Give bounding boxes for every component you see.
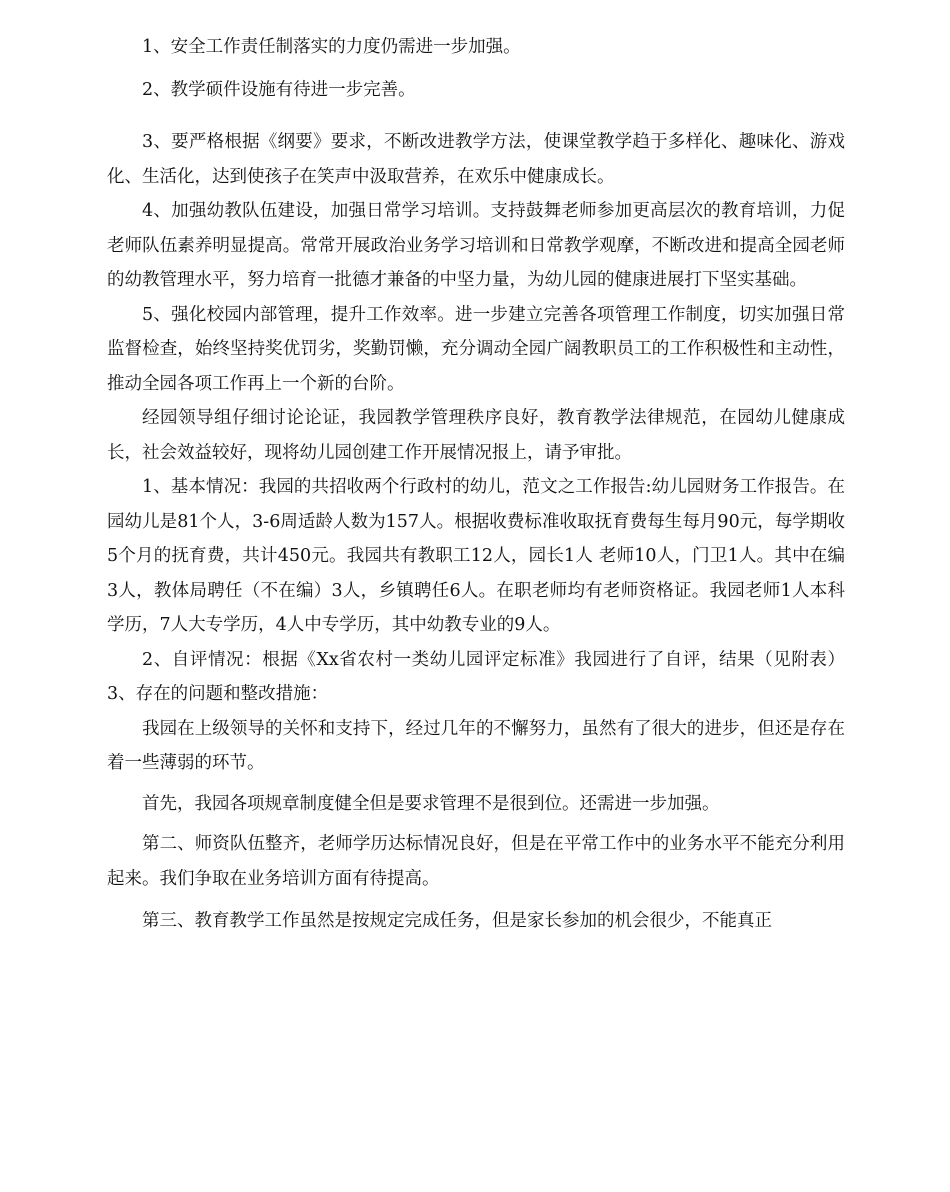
paragraph-first-issue: 首先，我园各项规章制度健全但是要求管理不是很到位。还需进一步加强。 xyxy=(142,793,720,814)
paragraph-staff-development: 4、加强幼教队伍建设，加强日常学习培训。支持鼓舞老师参加更高层次的教育培训，力促老师队伍素养明显提高。常常开展政治业务学习培训和日常教学观摩，不断改进和提高全园老师的幼教管理水平，努力培育一批德才兼备的中坚力量，为幼儿园的健康进展打下坚实基础。 xyxy=(107,201,845,290)
document-page xyxy=(107,30,845,939)
paragraph-internal-management: 5、强化校园内部管理，提升工作效率。进一步建立完善各项管理工作制度，切实加强日常监督检查，始终坚持奖优罚劣，奖勤罚懒，充分调动全园广阔教职员工的工作积极性和主动性，推动全园各项工作再上一个新的台阶。 xyxy=(107,304,845,394)
paragraph-progress: 我园在上级领导的关怀和支持下，经过几年的不懈努力，虽然有了很大的进步，但还是存在着一些薄弱的环节。 xyxy=(107,718,845,773)
paragraph-third-issue: 第三、教育教学工作虽然是按规定完成任务，但是家长参加的机会很少，不能真正 xyxy=(142,911,772,931)
paragraph-second-issue: 第二、师资队伍整齐，老师学历达标情况良好，但是在平常工作中的业务水平不能充分利用起来。我们争取在业务培训方面有待提高。 xyxy=(107,834,845,889)
paragraph-review-summary: 经园领导组仔细讨论论证，我园教学管理秩序良好，教育教学法律规范，在园幼儿健康成长，社会效益较好，现将幼儿园创建工作开展情况报上，请予审批。 xyxy=(107,408,845,463)
paragraph-facilities: 2、教学硕件设施有待进一步完善。 xyxy=(142,79,416,100)
paragraph-safety: 1、安全工作责任制落实的力度仍需进一步加强。 xyxy=(142,37,521,57)
paragraph-self-evaluation: 2、自评情况：根据《Xx省农村一类幼儿园评定标准》我园进行了自评，结果（见附表）3、存在的问题和整改措施： xyxy=(107,649,845,704)
paragraph-teaching-methods: 3、要严格根据《纲要》要求，不断改进教学方法，使课堂教学趋于多样化、趣味化、游戏化、生活化，达到使孩子在笑声中汲取营养，在欢乐中健康成长。 xyxy=(107,132,845,187)
paragraph-basic-info: 1、基本情况：我园的共招收两个行政村的幼儿，范文之工作报告:幼儿园财务工作报告。在园幼儿是81个人，3-6周适龄人数为157人。根据收费标准收取抚育费每生每月90元，每学期收5个月的抚育费，共计450元。我园共有教职工12人，园长1人 老师10人，门卫1人。其中在编3人，教体局聘任（不在编）3人，乡镇聘任6人。在职老师均有老师资格证。我园老师1人本科学历，7人大专学历，4人中专学历，其中幼教专业的9人。 xyxy=(107,477,845,635)
